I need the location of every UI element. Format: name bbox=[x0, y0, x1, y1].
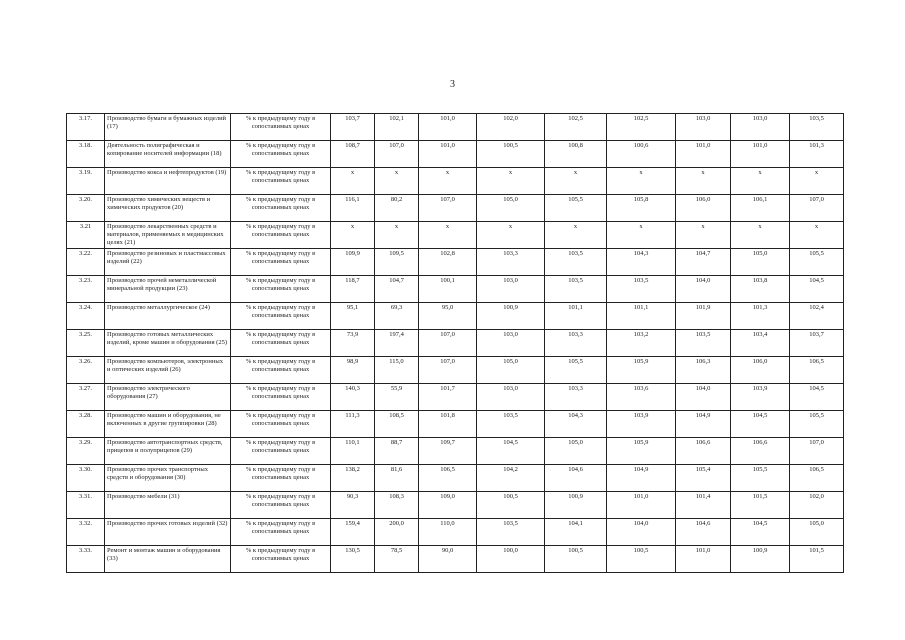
value-cell: 104,7 bbox=[676, 249, 731, 276]
value-cell: 55,9 bbox=[375, 384, 419, 411]
unit-cell: % к предыдущему году в сопоставимых ценах bbox=[231, 357, 331, 384]
value-cell: 106,5 bbox=[419, 465, 477, 492]
row-number: 3.27. bbox=[67, 384, 105, 411]
value-cell: 95,0 bbox=[419, 303, 477, 330]
table-body bbox=[67, 114, 844, 573]
value-cell: 159,4 bbox=[331, 519, 375, 546]
value-cell: 101,0 bbox=[419, 114, 477, 141]
row-number: 3.23. bbox=[67, 276, 105, 303]
value-cell: 101,3 bbox=[731, 303, 790, 330]
unit-cell: % к предыдущему году в сопоставимых ценах bbox=[231, 384, 331, 411]
table-row bbox=[67, 411, 844, 438]
value-cell: 104,5 bbox=[731, 411, 790, 438]
value-cell: 107,0 bbox=[419, 357, 477, 384]
value-cell: x bbox=[331, 168, 375, 195]
table-row bbox=[67, 357, 844, 384]
value-cell: 106,5 bbox=[790, 465, 844, 492]
unit-cell: % к предыдущему году в сопоставимых ценах bbox=[231, 465, 331, 492]
indicator-name: Производство бумаги и бумажных изделий (17) bbox=[105, 114, 231, 141]
value-cell: 103,8 bbox=[731, 276, 790, 303]
value-cell: 105,5 bbox=[545, 195, 607, 222]
value-cell: 103,7 bbox=[331, 114, 375, 141]
table-row bbox=[67, 438, 844, 465]
value-cell: 104,5 bbox=[477, 438, 545, 465]
value-cell: 105,9 bbox=[607, 357, 676, 384]
indicator-name: Производство прочей неметаллической минеральной продукции (23) bbox=[105, 276, 231, 303]
unit-cell: % к предыдущему году в сопоставимых ценах bbox=[231, 492, 331, 519]
value-cell: 105,0 bbox=[790, 519, 844, 546]
indicator-name: Производство мебели (31) bbox=[105, 492, 231, 519]
value-cell: x bbox=[477, 222, 545, 249]
value-cell: 106,5 bbox=[790, 357, 844, 384]
value-cell: 102,8 bbox=[419, 249, 477, 276]
unit-cell: % к предыдущему году в сопоставимых ценах bbox=[231, 141, 331, 168]
value-cell: 103,5 bbox=[477, 411, 545, 438]
value-cell: 106,6 bbox=[731, 438, 790, 465]
indicator-name: Производство лекарственных средств и материалов, применяемых в медицинских целях (21) bbox=[105, 222, 231, 249]
value-cell: 98,9 bbox=[331, 357, 375, 384]
value-cell: 107,0 bbox=[419, 195, 477, 222]
value-cell: 101,0 bbox=[676, 141, 731, 168]
value-cell: 105,0 bbox=[545, 438, 607, 465]
value-cell: 103,0 bbox=[477, 276, 545, 303]
table-row bbox=[67, 384, 844, 411]
value-cell: 80,2 bbox=[375, 195, 419, 222]
value-cell: 104,9 bbox=[676, 411, 731, 438]
value-cell: 104,0 bbox=[676, 276, 731, 303]
value-cell: x bbox=[676, 168, 731, 195]
value-cell: 90,3 bbox=[331, 492, 375, 519]
value-cell: 101,8 bbox=[419, 411, 477, 438]
indicator-name: Ремонт и монтаж машин и оборудования (33) bbox=[105, 546, 231, 573]
value-cell: x bbox=[375, 168, 419, 195]
value-cell: 102,0 bbox=[790, 492, 844, 519]
value-cell: 104,5 bbox=[790, 276, 844, 303]
value-cell: 90,0 bbox=[419, 546, 477, 573]
value-cell: 103,4 bbox=[731, 330, 790, 357]
row-number: 3.28. bbox=[67, 411, 105, 438]
value-cell: 105,5 bbox=[545, 357, 607, 384]
value-cell: 105,8 bbox=[607, 195, 676, 222]
value-cell: 104,7 bbox=[375, 276, 419, 303]
value-cell: 107,0 bbox=[375, 141, 419, 168]
value-cell: 100,5 bbox=[607, 546, 676, 573]
indicator-name: Производство металлургическое (24) bbox=[105, 303, 231, 330]
value-cell: 78,5 bbox=[375, 546, 419, 573]
table-row bbox=[67, 168, 844, 195]
value-cell: 100,0 bbox=[477, 546, 545, 573]
value-cell: 100,5 bbox=[477, 141, 545, 168]
value-cell: 101,0 bbox=[731, 141, 790, 168]
value-cell: x bbox=[545, 222, 607, 249]
value-cell: 103,5 bbox=[477, 519, 545, 546]
unit-cell: % к предыдущему году в сопоставимых ценах bbox=[231, 519, 331, 546]
indicator-name: Производство электрического оборудования (27) bbox=[105, 384, 231, 411]
value-cell: 105,5 bbox=[731, 465, 790, 492]
value-cell: 109,9 bbox=[331, 249, 375, 276]
value-cell: 101,0 bbox=[607, 492, 676, 519]
value-cell: 111,3 bbox=[331, 411, 375, 438]
value-cell: 107,0 bbox=[790, 195, 844, 222]
unit-cell: % к предыдущему году в сопоставимых ценах bbox=[231, 168, 331, 195]
value-cell: 106,0 bbox=[676, 195, 731, 222]
value-cell: 118,7 bbox=[331, 276, 375, 303]
value-cell: 101,7 bbox=[419, 384, 477, 411]
value-cell: 103,5 bbox=[790, 114, 844, 141]
value-cell: 103,0 bbox=[676, 114, 731, 141]
unit-cell: % к предыдущему году в сопоставимых ценах bbox=[231, 330, 331, 357]
value-cell: 101,1 bbox=[607, 303, 676, 330]
value-cell: 105,5 bbox=[790, 411, 844, 438]
value-cell: x bbox=[607, 168, 676, 195]
value-cell: 101,5 bbox=[790, 546, 844, 573]
table-row bbox=[67, 222, 844, 249]
value-cell: 100,5 bbox=[545, 546, 607, 573]
value-cell: 101,0 bbox=[676, 546, 731, 573]
value-cell: 108,3 bbox=[375, 492, 419, 519]
value-cell: 100,1 bbox=[419, 276, 477, 303]
value-cell: 103,5 bbox=[676, 330, 731, 357]
value-cell: 101,1 bbox=[545, 303, 607, 330]
value-cell: 103,9 bbox=[607, 411, 676, 438]
value-cell: 100,8 bbox=[545, 141, 607, 168]
table-row bbox=[67, 492, 844, 519]
value-cell: 140,3 bbox=[331, 384, 375, 411]
value-cell: x bbox=[419, 168, 477, 195]
value-cell: 105,0 bbox=[477, 195, 545, 222]
indicators-table bbox=[66, 113, 844, 573]
value-cell: 103,0 bbox=[477, 384, 545, 411]
value-cell: x bbox=[790, 222, 844, 249]
indicator-name: Производство кокса и нефтепродуктов (19) bbox=[105, 168, 231, 195]
value-cell: 103,6 bbox=[607, 384, 676, 411]
indicator-name: Производство машин и оборудования, не включенных в другие группировки (28) bbox=[105, 411, 231, 438]
unit-cell: % к предыдущему году в сопоставимых ценах bbox=[231, 276, 331, 303]
value-cell: 108,7 bbox=[331, 141, 375, 168]
indicator-name: Производство резиновых и пластмассовых изделий (22) bbox=[105, 249, 231, 276]
value-cell: 106,6 bbox=[676, 438, 731, 465]
value-cell: 104,6 bbox=[676, 519, 731, 546]
value-cell: 104,6 bbox=[545, 465, 607, 492]
value-cell: 109,0 bbox=[419, 492, 477, 519]
value-cell: 103,7 bbox=[790, 330, 844, 357]
unit-cell: % к предыдущему году в сопоставимых ценах bbox=[231, 249, 331, 276]
value-cell: x bbox=[477, 168, 545, 195]
row-number: 3.19. bbox=[67, 168, 105, 195]
value-cell: 104,1 bbox=[545, 519, 607, 546]
table-row bbox=[67, 519, 844, 546]
value-cell: 107,0 bbox=[419, 330, 477, 357]
value-cell: 102,4 bbox=[790, 303, 844, 330]
row-number: 3.33. bbox=[67, 546, 105, 573]
value-cell: 106,0 bbox=[731, 357, 790, 384]
indicator-name: Производство прочих транспортных средств и оборудования (30) bbox=[105, 465, 231, 492]
value-cell: 130,5 bbox=[331, 546, 375, 573]
value-cell: 102,0 bbox=[477, 114, 545, 141]
value-cell: x bbox=[731, 168, 790, 195]
row-number: 3.25. bbox=[67, 330, 105, 357]
row-number: 3.32. bbox=[67, 519, 105, 546]
value-cell: 197,4 bbox=[375, 330, 419, 357]
value-cell: x bbox=[607, 222, 676, 249]
indicator-name: Производство компьютеров, электронных и оптических изделий (26) bbox=[105, 357, 231, 384]
value-cell: 101,0 bbox=[419, 141, 477, 168]
value-cell: 102,5 bbox=[545, 114, 607, 141]
table-row bbox=[67, 330, 844, 357]
value-cell: 103,5 bbox=[607, 276, 676, 303]
value-cell: 103,0 bbox=[477, 330, 545, 357]
table-row bbox=[67, 249, 844, 276]
unit-cell: % к предыдущему году в сопоставимых ценах bbox=[231, 438, 331, 465]
value-cell: 107,0 bbox=[790, 438, 844, 465]
table-row bbox=[67, 195, 844, 222]
value-cell: 73,9 bbox=[331, 330, 375, 357]
value-cell: x bbox=[419, 222, 477, 249]
value-cell: 104,2 bbox=[477, 465, 545, 492]
row-number: 3.22. bbox=[67, 249, 105, 276]
value-cell: 100,9 bbox=[731, 546, 790, 573]
indicator-name: Производство готовых металлических изделий, кроме машин и оборудования (25) bbox=[105, 330, 231, 357]
value-cell: 88,7 bbox=[375, 438, 419, 465]
value-cell: 109,5 bbox=[375, 249, 419, 276]
value-cell: 103,9 bbox=[731, 384, 790, 411]
value-cell: 101,3 bbox=[790, 141, 844, 168]
value-cell: 101,5 bbox=[731, 492, 790, 519]
value-cell: 108,5 bbox=[375, 411, 419, 438]
page-number: 3 bbox=[450, 79, 455, 90]
row-number: 3.18. bbox=[67, 141, 105, 168]
row-number: 3.21 bbox=[67, 222, 105, 249]
value-cell: 100,9 bbox=[545, 492, 607, 519]
value-cell: 100,6 bbox=[607, 141, 676, 168]
table-row bbox=[67, 465, 844, 492]
unit-cell: % к предыдущему году в сопоставимых ценах bbox=[231, 222, 331, 249]
table-row bbox=[67, 546, 844, 573]
unit-cell: % к предыдущему году в сопоставимых ценах bbox=[231, 303, 331, 330]
indicator-name: Деятельность полиграфическая и копирование носителей информации (18) bbox=[105, 141, 231, 168]
value-cell: 104,5 bbox=[790, 384, 844, 411]
value-cell: x bbox=[375, 222, 419, 249]
value-cell: 104,5 bbox=[731, 519, 790, 546]
value-cell: 110,1 bbox=[331, 438, 375, 465]
value-cell: 100,5 bbox=[477, 492, 545, 519]
value-cell: 105,5 bbox=[790, 249, 844, 276]
value-cell: x bbox=[790, 168, 844, 195]
table-row bbox=[67, 276, 844, 303]
row-number: 3.17. bbox=[67, 114, 105, 141]
value-cell: 116,1 bbox=[331, 195, 375, 222]
value-cell: 115,0 bbox=[375, 357, 419, 384]
value-cell: 69,3 bbox=[375, 303, 419, 330]
value-cell: 101,9 bbox=[676, 303, 731, 330]
value-cell: 105,4 bbox=[676, 465, 731, 492]
value-cell: 81,6 bbox=[375, 465, 419, 492]
value-cell: 106,3 bbox=[676, 357, 731, 384]
value-cell: 109,7 bbox=[419, 438, 477, 465]
value-cell: 103,0 bbox=[731, 114, 790, 141]
indicator-name: Производство прочих готовых изделий (32) bbox=[105, 519, 231, 546]
unit-cell: % к предыдущему году в сопоставимых ценах bbox=[231, 411, 331, 438]
value-cell: 100,9 bbox=[477, 303, 545, 330]
value-cell: 103,3 bbox=[545, 330, 607, 357]
value-cell: 105,0 bbox=[477, 357, 545, 384]
row-number: 3.20. bbox=[67, 195, 105, 222]
unit-cell: % к предыдущему году в сопоставимых ценах bbox=[231, 195, 331, 222]
value-cell: 103,3 bbox=[545, 384, 607, 411]
indicator-name: Производство автотранспортных средств, прицепов и полуприцепов (29) bbox=[105, 438, 231, 465]
value-cell: 105,9 bbox=[607, 438, 676, 465]
row-number: 3.29. bbox=[67, 438, 105, 465]
value-cell: x bbox=[545, 168, 607, 195]
table-row bbox=[67, 141, 844, 168]
value-cell: 110,0 bbox=[419, 519, 477, 546]
value-cell: 103,5 bbox=[545, 276, 607, 303]
row-number: 3.31. bbox=[67, 492, 105, 519]
row-number: 3.26. bbox=[67, 357, 105, 384]
value-cell: 105,0 bbox=[731, 249, 790, 276]
value-cell: 103,5 bbox=[545, 249, 607, 276]
value-cell: 103,3 bbox=[477, 249, 545, 276]
table-row bbox=[67, 303, 844, 330]
table-row bbox=[67, 114, 844, 141]
value-cell: 95,1 bbox=[331, 303, 375, 330]
unit-cell: % к предыдущему году в сопоставимых ценах bbox=[231, 114, 331, 141]
value-cell: 101,4 bbox=[676, 492, 731, 519]
row-number: 3.30. bbox=[67, 465, 105, 492]
row-number: 3.24. bbox=[67, 303, 105, 330]
value-cell: 104,0 bbox=[607, 519, 676, 546]
value-cell: 102,1 bbox=[375, 114, 419, 141]
value-cell: x bbox=[731, 222, 790, 249]
value-cell: 103,2 bbox=[607, 330, 676, 357]
indicator-name: Производство химических веществ и химических продуктов (20) bbox=[105, 195, 231, 222]
value-cell: 102,5 bbox=[607, 114, 676, 141]
value-cell: 104,0 bbox=[676, 384, 731, 411]
value-cell: 104,9 bbox=[607, 465, 676, 492]
value-cell: x bbox=[676, 222, 731, 249]
value-cell: 138,2 bbox=[331, 465, 375, 492]
value-cell: 200,0 bbox=[375, 519, 419, 546]
value-cell: 106,1 bbox=[731, 195, 790, 222]
value-cell: 104,3 bbox=[545, 411, 607, 438]
value-cell: x bbox=[331, 222, 375, 249]
value-cell: 104,3 bbox=[607, 249, 676, 276]
unit-cell: % к предыдущему году в сопоставимых ценах bbox=[231, 546, 331, 573]
